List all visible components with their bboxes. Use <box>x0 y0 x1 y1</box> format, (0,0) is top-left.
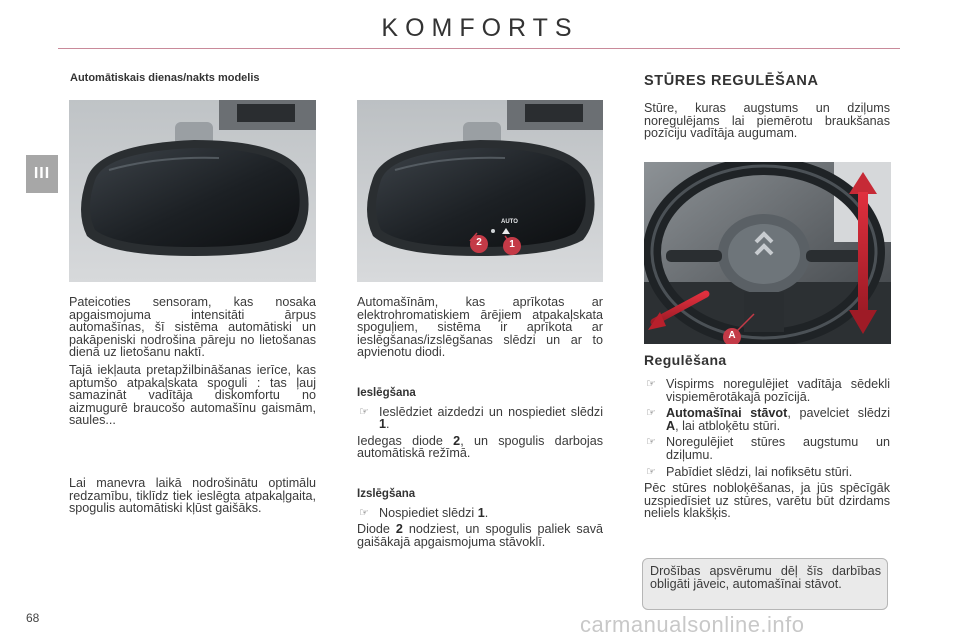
paragraph: Iedegas diode 2, un spogulis darbojas automātiskā režīmā. <box>357 433 603 461</box>
pointing-hand-icon: ☞ <box>646 407 656 420</box>
pointing-hand-icon: ☞ <box>646 436 656 449</box>
title-divider <box>58 48 900 49</box>
paragraph: Pateicoties sensoram, kas nosaka apgaismojuma intensitāti ārpus automašīnas, šī sistēma automātiski un pakāpeniski nodrošina pāreju no lietošanas dienā uz lietošanu naktī. <box>69 295 316 360</box>
middle-text-column <box>357 296 603 553</box>
mirror-photo-left <box>69 100 316 282</box>
marker-2: 2 <box>476 237 482 248</box>
safety-note: Drošības apsvērumu dēļ šīs darbības obligāti jāveic, automašīnai stāvot. <box>642 558 888 610</box>
paragraph: Pēc stūres nobloķēšanas, ja jūs spēcīgāk uzspiedīsiet uz stūres, varētu būt dzirdams neliels klakšķis. <box>644 481 890 521</box>
marker-1: 1 <box>509 239 515 250</box>
left-text-column <box>69 296 316 520</box>
page-number: 68 <box>26 611 40 625</box>
mirror-photo-switch <box>357 100 603 282</box>
pointing-hand-icon: ☞ <box>646 465 656 478</box>
list-item: ☞ Noregulējiet stūres augstumu un dziļumu. <box>646 435 890 462</box>
list-item: ☞ Ieslēdziet aizdedzi un nospiediet slēdzi 1. <box>359 404 603 432</box>
list-item: ☞ Nospiediet slēdzi 1. <box>359 505 489 520</box>
list-item: ☞ Pabīdiet slēdzi, lai nofiksētu stūri. <box>646 464 853 479</box>
pointing-hand-icon: ☞ <box>359 405 369 418</box>
paragraph: Automašīnām, kas aprīkotas ar elektrohromatiskiem ārējiem atpakaļskata spoguļiem, sistēma ir aprīkota ar ieslēgšanas/izslēgšanas slēdzi un ar to apvienotu diodi. <box>357 295 603 360</box>
off-heading: Izslēgšana <box>357 487 416 500</box>
list-item: ☞ Vispirms noregulējiet vadītāja sēdekli vispiemērotākajā pozīcijā. <box>646 377 890 404</box>
paragraph: Lai manevra laikā nodrošinātu optimālu redzamību, tiklīdz tiek ieslēgta atpakaļgaita, spogulis automātiski kļūst gaišāks. <box>69 475 316 516</box>
steering-section-title: STŪRES REGULĒŠANA <box>644 73 819 89</box>
marker-a: A <box>728 330 736 341</box>
auto-label: AUTO <box>501 219 518 225</box>
paragraph: Diode 2 nodziest, un spogulis paliek savā gaišākajā apgaismojuma stāvoklī. <box>357 522 604 549</box>
adjust-heading: Regulēšana <box>644 352 727 368</box>
steering-wheel-photo <box>644 162 891 344</box>
adjust-list <box>644 378 890 525</box>
paragraph: Tajā iekļauta pretapžilbināšanas ierīce, kas aptumšo atpakaļskata spoguli : tas ļauj samazināt vadītāja diskomfortu no aizmugurē braucošo automašīnu gaismām, saules... <box>69 362 316 428</box>
list-item: ☞ Automašīnai stāvot, pavelciet slēdzi A, lai atbloķētu stūri. <box>646 406 890 433</box>
steering-intro: Stūre, kuras augstums un dziļums noregulējams lai piemērotu braukšanas pozīciju vadītāja augumam. <box>644 101 890 141</box>
on-heading: Ieslēgšana <box>357 386 416 399</box>
pointing-hand-icon: ☞ <box>646 378 656 390</box>
section-title-auto-mirror: Automātiskais dienas/nakts modelis <box>70 72 260 84</box>
chapter-tab: III <box>26 155 58 193</box>
pointing-hand-icon: ☞ <box>359 506 369 519</box>
page-title: KOMFORTS <box>381 14 579 42</box>
watermark: carmanualsonline.info <box>580 612 805 637</box>
